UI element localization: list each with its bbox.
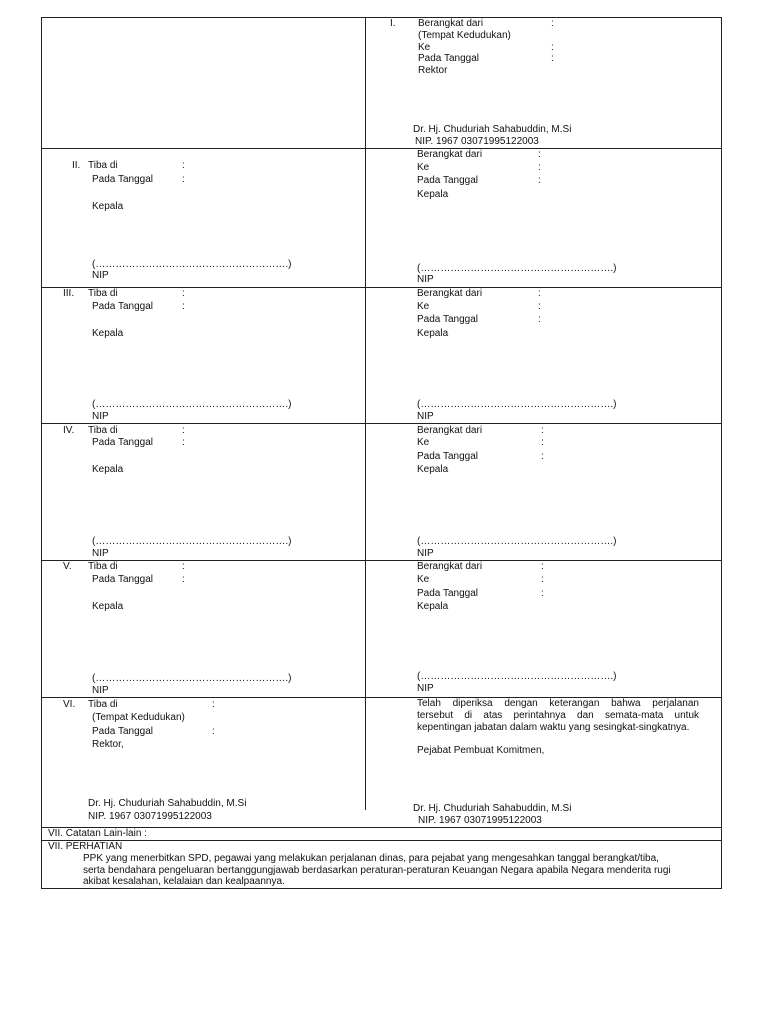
tiba-colon: : <box>182 160 185 171</box>
perhatian-line-2: serta bendahara pengeluaran bertanggungjawab berdasarkan peraturan-peraturan Keuangan Negara apabila Negara menderita rugi <box>83 865 671 876</box>
pada-tanggal-label: Pada Tanggal <box>92 574 153 585</box>
berangkat-colon: : <box>538 149 541 160</box>
berangkat-label: Berangkat dari <box>417 561 483 572</box>
berangkat-label: Berangkat dari <box>417 425 483 436</box>
ke-colon: : <box>538 301 541 312</box>
berangkat-colon: : <box>541 425 544 436</box>
travel-order-form <box>41 17 722 888</box>
perhatian-line-3: akibat kesalahan, kelalaian dan kealpaannya. <box>83 876 285 887</box>
official-nip: NIP. 1967 03071995122003 <box>418 815 542 826</box>
signature-dots: (………………………………………………….) <box>92 259 292 270</box>
column-divider <box>365 17 366 810</box>
ke-colon: : <box>551 42 554 53</box>
signatory-name: Dr. Hj. Chuduriah Sahabuddin, M.Si <box>413 124 572 135</box>
kepala-label: Kepala <box>417 464 449 475</box>
tempat-label: (Tempat Kedudukan) <box>92 712 185 723</box>
tiba-label: Tiba di <box>88 160 118 171</box>
section-number: II. <box>72 160 81 171</box>
row-divider-2 <box>41 287 722 288</box>
verification-line-1: Telah diperiksa dengan keterangan bahwa perjalanan <box>417 698 699 709</box>
pada-tanggal-colon: : <box>182 574 185 585</box>
kepala-label: Kepala <box>417 189 449 200</box>
ke-label: Ke <box>417 437 430 448</box>
catatan-label: VII. Catatan Lain-lain : <box>48 828 147 839</box>
tiba-label: Tiba di <box>88 288 118 299</box>
pada-tanggal-colon: : <box>212 726 215 737</box>
nip-label: NIP <box>92 548 109 559</box>
ke-label: Ke <box>417 574 430 585</box>
rektor-label: Rektor, <box>92 739 124 750</box>
kepala-label: Kepala <box>92 201 124 212</box>
signature-dots: (………………………………………………….) <box>417 263 617 274</box>
signature-dots: (………………………………………………….) <box>417 671 617 682</box>
pada-tanggal-colon: : <box>182 174 185 185</box>
nip-label: NIP <box>92 685 109 696</box>
section-number: V. <box>63 561 72 572</box>
pada-tanggal-colon: : <box>538 175 541 186</box>
berangkat-colon: : <box>551 18 554 29</box>
signatory-nip: NIP. 1967 03071995122003 <box>415 136 539 147</box>
nip-label: NIP <box>92 411 109 422</box>
pada-tanggal-label: Pada Tanggal <box>92 174 153 185</box>
nip-label: NIP <box>417 274 434 285</box>
section-number: VI. <box>63 699 76 710</box>
row-divider-3 <box>41 423 722 424</box>
official-name: Dr. Hj. Chuduriah Sahabuddin, M.Si <box>413 803 572 814</box>
kepala-label: Kepala <box>92 464 124 475</box>
rektor-label: Rektor <box>418 65 448 76</box>
kepala-label: Kepala <box>92 328 124 339</box>
berangkat-label: Berangkat dari <box>418 18 484 29</box>
nip-label: NIP <box>417 683 434 694</box>
pada-tanggal-colon: : <box>182 437 185 448</box>
ke-label: Ke <box>417 162 430 173</box>
pada-tanggal-colon: : <box>541 451 544 462</box>
pada-tanggal-colon: : <box>551 53 554 64</box>
tiba-colon: : <box>182 561 185 572</box>
tiba-label: Tiba di <box>88 561 118 572</box>
kepala-label: Kepala <box>417 601 449 612</box>
signatory-name: Dr. Hj. Chuduriah Sahabuddin, M.Si <box>88 798 247 809</box>
pada-tanggal-label: Pada Tanggal <box>417 451 478 462</box>
kepala-label: Kepala <box>92 601 124 612</box>
pada-tanggal-label: Pada Tanggal <box>92 301 153 312</box>
ke-label: Ke <box>417 301 430 312</box>
section-number: III. <box>63 288 75 299</box>
ke-label: Ke <box>418 42 431 53</box>
berangkat-label: Berangkat dari <box>417 149 483 160</box>
signatory-nip: NIP. 1967 03071995122003 <box>88 811 212 822</box>
form-border-bottom <box>41 888 722 889</box>
row-divider-4 <box>41 560 722 561</box>
pada-tanggal-label: Pada Tanggal <box>417 314 478 325</box>
pada-tanggal-label: Pada Tanggal <box>417 588 478 599</box>
signature-dots: (………………………………………………….) <box>417 536 617 547</box>
kepala-label: Kepala <box>417 328 449 339</box>
ke-colon: : <box>538 162 541 173</box>
tiba-colon: : <box>212 699 215 710</box>
row-divider-1 <box>41 148 722 149</box>
pada-tanggal-label: Pada Tanggal <box>92 726 153 737</box>
nip-label: NIP <box>417 548 434 559</box>
official-title: Pejabat Pembuat Komitmen, <box>417 745 545 756</box>
tiba-colon: : <box>182 425 185 436</box>
signature-dots: (………………………………………………….) <box>92 673 292 684</box>
verification-line-3: kepentingan jabatan dalam waktu yang sesingkat-singkatnya. <box>417 722 690 733</box>
pada-tanggal-colon: : <box>182 301 185 312</box>
tempat-label: (Tempat Kedudukan) <box>418 30 511 41</box>
section-number: I. <box>390 18 396 29</box>
nip-label: NIP <box>417 411 434 422</box>
ke-colon: : <box>541 574 544 585</box>
ke-colon: : <box>541 437 544 448</box>
nip-label: NIP <box>92 270 109 281</box>
section-number: IV. <box>63 425 75 436</box>
berangkat-label: Berangkat dari <box>417 288 483 299</box>
pada-tanggal-colon: : <box>541 588 544 599</box>
pada-tanggal-colon: : <box>538 314 541 325</box>
form-border-top <box>41 17 722 18</box>
perhatian-label: VII. PERHATIAN <box>48 841 123 852</box>
pada-tanggal-label: Pada Tanggal <box>417 175 478 186</box>
pada-tanggal-label: Pada Tanggal <box>418 53 479 64</box>
berangkat-colon: : <box>538 288 541 299</box>
signature-dots: (………………………………………………….) <box>417 399 617 410</box>
signature-dots: (………………………………………………….) <box>92 399 292 410</box>
row-divider-7 <box>41 840 722 841</box>
verification-line-2: tersebut di atas perintahnya dan semata-mata untuk <box>417 710 699 721</box>
pada-tanggal-label: Pada Tanggal <box>92 437 153 448</box>
tiba-colon: : <box>182 288 185 299</box>
perhatian-line-1: PPK yang menerbitkan SPD, pegawai yang melakukan perjalanan dinas, para pejabat yang mengesahkan tanggal berangkat/tiba, <box>83 853 659 864</box>
tiba-label: Tiba di <box>88 699 118 710</box>
tiba-label: Tiba di <box>88 425 118 436</box>
berangkat-colon: : <box>541 561 544 572</box>
signature-dots: (………………………………………………….) <box>92 536 292 547</box>
